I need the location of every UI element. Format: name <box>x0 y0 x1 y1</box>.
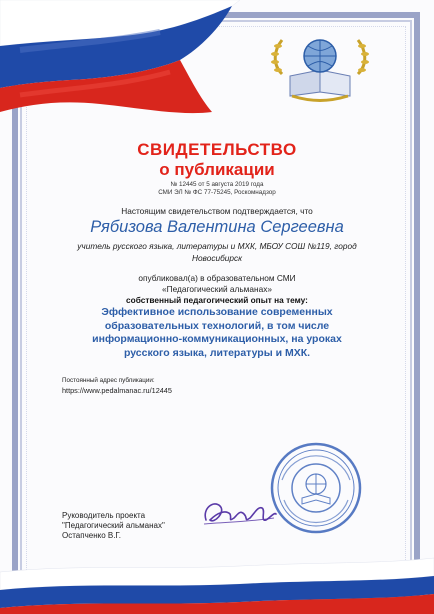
publication-topic <box>64 306 370 360</box>
russian-flag-top <box>0 0 240 120</box>
topic-line-3: информационно-коммуникационных, на уроках <box>92 333 342 345</box>
position-line-1: учитель русского языка, литературы и МХК, МБОУ СОШ №119, город <box>77 241 357 251</box>
topic-line-1: Эффективное использование современных <box>101 306 333 318</box>
signature-icon <box>200 492 280 532</box>
topic-line-4: русского языка, литературы и МХК. <box>123 346 311 359</box>
media-name: «Педагогический альманах» <box>162 284 272 294</box>
experience-text: собственный педагогический опыт на тему: <box>126 295 308 305</box>
registration-number: № 12445 от 5 августа 2019 года <box>170 181 264 188</box>
recipient-position <box>60 240 374 264</box>
confirmation-text: Настоящим свидетельством подтверждается, что <box>121 206 313 216</box>
media-registration: СМИ ЭЛ № ФС 77-75245, Роскомнадзор <box>158 189 276 196</box>
book-globe-emblem-icon <box>262 30 378 104</box>
signer-name: Остапченко В.Г. <box>62 531 122 540</box>
certificate-subtitle: о публикации <box>159 160 275 179</box>
signer-role: Руководитель проекта <box>62 511 146 520</box>
address-label: Постоянный адрес публикации: <box>62 377 155 384</box>
russian-flag-bottom <box>0 552 434 614</box>
certificate-title: СВИДЕТЕЛЬСТВО <box>137 140 297 159</box>
position-line-2: Новосибирск <box>191 253 243 263</box>
published-text: опубликовал(а) в образовательном СМИ <box>138 273 296 283</box>
publication-url[interactable]: https://www.pedalmanac.ru/12445 <box>62 386 172 395</box>
round-stamp-icon <box>268 440 364 536</box>
topic-line-2: образовательных технологий, в том числе <box>104 319 330 332</box>
signer-organization: "Педагогический альманах" <box>62 521 165 530</box>
recipient-name: Рябизова Валентина Сергеевна <box>90 218 344 236</box>
